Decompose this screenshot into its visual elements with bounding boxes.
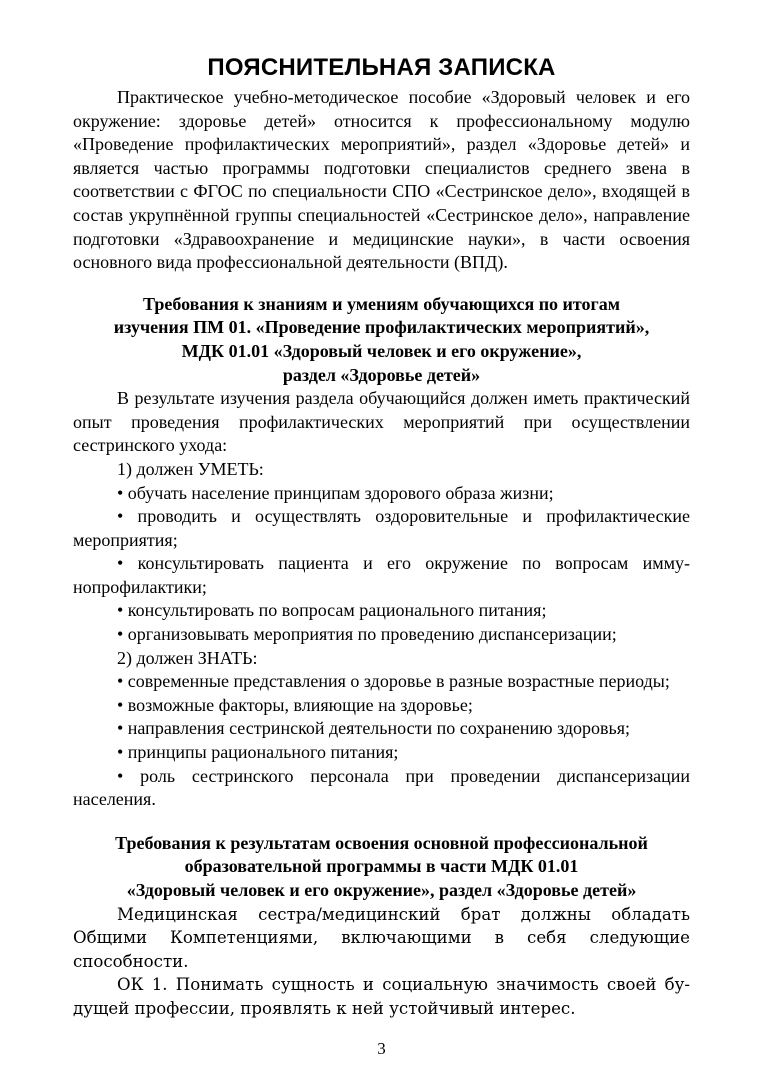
skill-item: • организовывать мероприятия по проведению диспансеризации; (117, 624, 617, 645)
document-title: ПОЯСНИТЕЛЬНАЯ ЗАПИСКА (207, 54, 556, 81)
section2-heading-line: образовательной программы в части МДК 01.01 (184, 856, 579, 877)
skill-item: • консультировать пациента и его окружение по вопросам иммунопрофилактики; (73, 553, 690, 597)
section1-heading-line: изучения ПМ 01. «Проведение профилактических мероприятий», (113, 317, 650, 338)
knowledge-item: • направления сестринской деятельности по сохранению здоровья; (117, 718, 630, 739)
competency-ok1: ОК 1. Понимать сущность и социальную значимость своей будущей профессии, проявлять к ней устойчивый интерес. (73, 975, 690, 1018)
skill-item: • консультировать по вопросам рационального питания; (117, 600, 547, 621)
section1-heading-line: раздел «Здоровье детей» (282, 364, 481, 385)
page-number: 3 (377, 1039, 386, 1058)
section2-heading-line: «Здоровый человек и его окружение», раздел «Здоровье детей» (126, 880, 637, 900)
knowledge-label: 2) должен ЗНАТЬ: (117, 647, 258, 668)
knowledge-item: • роль сестринского персонала при проведении диспансеризации населения. (73, 765, 690, 810)
document-page (73, 52, 690, 1021)
section1-heading (73, 293, 690, 387)
intro-paragraph: Практическое учебно-методическое пособие «Здоровый человек и его окружение: здоровье детей» относится к профессиональному модулю «Проведение профилактических мероприятий», раздел «Здоровье детей» и является частью программы подготовки специалистов среднего звена в соответствии с ФГОС по специальности СПО «Сестринское дело», входящей в состав укрупнённой группы специальностей «Сестринское дело», направление подготовки «Здравоохранение и медицинские науки», в части освоения основного вида профессиональной деятельности (ВПД). (73, 87, 690, 273)
section2-heading (73, 832, 690, 903)
skill-item: • проводить и осуществлять оздоровительные и профилактические мероприятия; (73, 506, 690, 550)
section1-lead: В результате изучения раздела обучающийся должен иметь практический опыт проведения профилактических мероприятий при осуществлении сестринского ухода: (73, 388, 690, 456)
skills-label: 1) должен УМЕТЬ: (117, 458, 264, 479)
section2-heading-line: Требования к результатам освоения основной профессиональной (115, 832, 648, 853)
section1-heading-line: МДК 01.01 «Здоровый человек и его окружение», (181, 340, 582, 361)
knowledge-item: • возможные факторы, влияющие на здоровье; (117, 694, 473, 715)
section2-paragraph: Медицинская сестра/медицинский брат должны обладать Общими Компетенциями, включающими в себя следующие способности. (73, 904, 690, 971)
knowledge-item: • принципы рационального питания; (117, 742, 399, 763)
skill-item: • обучать население принципам здорового образа жизни; (117, 482, 554, 503)
section1-heading-line: Требования к знаниям и умениям обучающихся по итогам (143, 293, 620, 314)
knowledge-item: • современные представления о здоровье в разные возрастные периоды; (117, 671, 670, 692)
